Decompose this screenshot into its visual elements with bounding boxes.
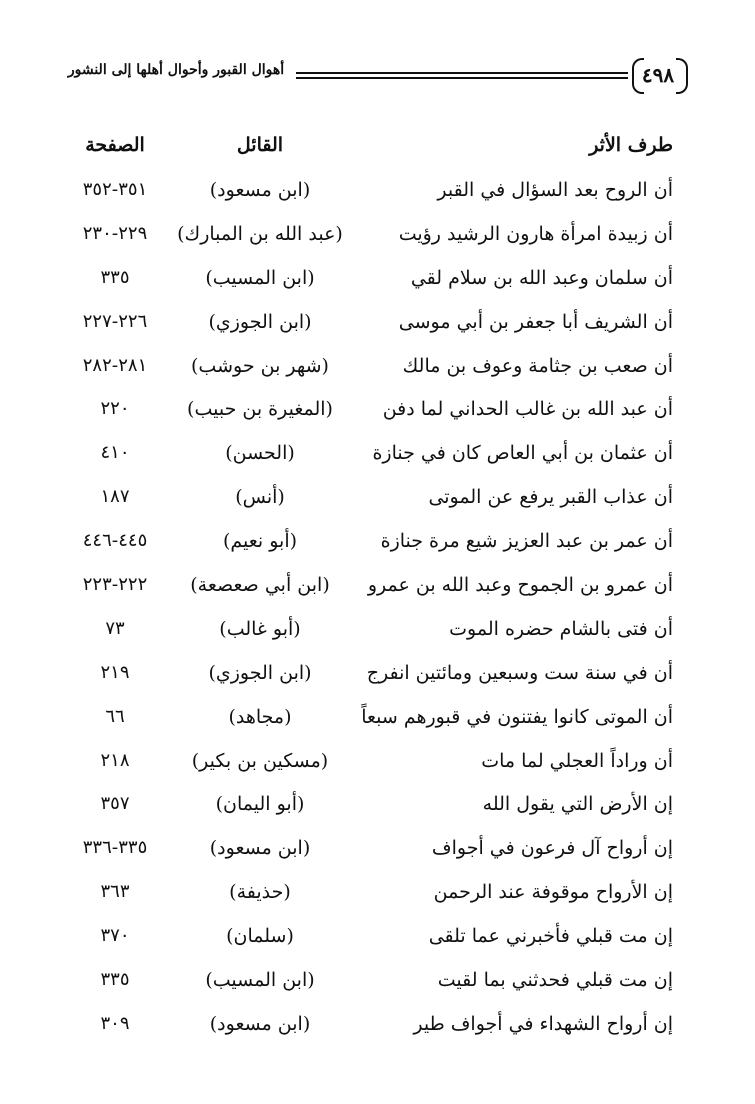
- index-row: [0, 1004, 755, 1048]
- narrator-cell: (المغيرة بن حبيب): [187, 398, 333, 421]
- page-cell: ٣٦٣: [100, 881, 130, 903]
- column-header-page: الصفحة: [85, 134, 145, 156]
- index-row: [0, 872, 755, 916]
- index-row: [0, 389, 755, 433]
- narrator-cell: (ابن المسيب): [205, 969, 315, 992]
- index-row: [0, 477, 755, 521]
- column-header-phrase: طرف الأثر: [589, 134, 673, 156]
- header-rule-bottom: [296, 77, 628, 79]
- narrator-cell: (مجاهد): [228, 705, 292, 728]
- index-row: [0, 258, 755, 302]
- index-row: [0, 916, 755, 960]
- narrator-cell: (أبو نعيم): [222, 530, 298, 553]
- phrase-cell: أن زبيدة امرأة هارون الرشيد رؤيت: [398, 222, 673, 245]
- index-row: [0, 346, 755, 390]
- page-header: [0, 0, 755, 110]
- running-title: أهوال القبور وأحوال أهلها إلى النشور: [67, 62, 285, 78]
- narrator-cell: (عبد الله بن المبارك): [177, 222, 343, 245]
- narrator-cell: (حذيفة): [229, 881, 291, 904]
- narrator-cell: (ابن مسعود): [209, 179, 311, 201]
- phrase-cell: أن الروح بعد السؤال في القبر: [437, 179, 673, 201]
- page-cell: ٣٣٥: [100, 266, 130, 288]
- page-cell: ٣٣٥: [100, 969, 130, 991]
- page-cell: ٧٣: [105, 617, 125, 639]
- narrator-cell: (أبو اليمان): [215, 793, 305, 816]
- phrase-cell: أن عثمان بن أبي العاص كان في جنازة: [372, 442, 673, 465]
- index-row: [0, 302, 755, 346]
- narrator-cell: (ابن أبي صعصعة): [190, 574, 330, 597]
- index-row: [0, 521, 755, 565]
- phrase-cell: أن الشريف أبا جعفر بن أبي موسى: [398, 310, 673, 333]
- phrase-cell: أن فتى بالشام حضره الموت: [449, 617, 673, 640]
- narrator-cell: (ابن مسعود): [209, 1012, 311, 1035]
- narrator-cell: (ابن المسيب): [205, 266, 315, 289]
- index-row: [0, 433, 755, 477]
- phrase-cell: إن الأرواح موقوفة عند الرحمن: [433, 881, 673, 904]
- page-number: ٤٩٨: [641, 63, 675, 87]
- phrase-cell: أن الموتى كانوا يفتنون في قبورهم سبعاً: [361, 705, 673, 728]
- index-row: [0, 653, 755, 697]
- phrase-cell: أن صعب بن جثامة وعوف بن مالك: [402, 354, 673, 377]
- narrator-cell: (أنس): [235, 486, 285, 509]
- index-row: [0, 960, 755, 1004]
- narrator-cell: (أبو غالب): [219, 617, 301, 640]
- phrase-cell: أن سلمان وعبد الله بن سلام لقي: [410, 266, 673, 289]
- page-cell: ٢٢٦-٢٢٧: [82, 310, 148, 332]
- index-row: [0, 170, 755, 214]
- page-cell: ١٨٧: [100, 486, 130, 508]
- page-cell: ٢٢٩-٢٣٠: [82, 222, 148, 244]
- narrator-cell: (ابن الجوزي): [208, 310, 312, 333]
- page-cell: ٢١٩: [100, 661, 130, 683]
- page-cell: ٤١٠: [100, 442, 130, 464]
- page-cell: ٢١٨: [100, 749, 130, 771]
- phrase-cell: أن عذاب القبر يرفع عن الموتى: [428, 486, 673, 509]
- page-cell: ٣٧٠: [100, 925, 130, 947]
- phrase-cell: إن مت قبلي فأخبرني عما تلقى: [428, 925, 673, 948]
- narrator-cell: (ابن الجوزي): [208, 661, 312, 684]
- index-row: [0, 697, 755, 741]
- phrase-cell: إن أرواح الشهداء في أجواف طير: [413, 1012, 673, 1035]
- phrase-cell: أن عمرو بن الجموح وعبد الله بن عمرو: [367, 574, 673, 597]
- phrase-cell: إن أرواح آل فرعون في أجواف: [431, 837, 673, 860]
- page-cell: ٢٢٢-٢٢٣: [82, 574, 148, 596]
- page-cell: ٣٥٧: [100, 793, 130, 815]
- column-header-narrator: القائل: [236, 134, 284, 156]
- index-row: [0, 609, 755, 653]
- narrator-cell: (سلمان): [226, 925, 294, 948]
- narrator-cell: (الحسن): [225, 442, 295, 465]
- page-cell: ٣٣٥-٣٣٦: [82, 837, 148, 859]
- index-row: [0, 828, 755, 872]
- phrase-cell: أن في سنة ست وسبعين ومائتين انفرج: [366, 661, 673, 684]
- phrase-cell: أن عبد الله بن غالب الحداني لما دفن: [382, 398, 673, 421]
- header-rule-top: [296, 72, 628, 74]
- phrase-cell: أن عمر بن عبد العزيز شيع مرة جنازة: [380, 530, 673, 553]
- page-cell: ٢٨١-٢٨٢: [82, 354, 148, 376]
- page-number-bracket-right: [676, 58, 688, 94]
- index-table: [0, 170, 755, 1048]
- index-row: [0, 214, 755, 258]
- phrase-cell: إن مت قبلي فحدثني بما لقيت: [437, 969, 673, 992]
- page-cell: ٦٦: [105, 705, 125, 727]
- narrator-cell: (شهر بن حوشب): [191, 354, 329, 377]
- page-cell: ٢٢٠: [100, 398, 130, 420]
- phrase-cell: أن وراداً العجلي لما مات: [481, 749, 673, 772]
- index-row: [0, 741, 755, 785]
- index-row: [0, 565, 755, 609]
- page-cell: ٣٠٩: [100, 1012, 130, 1034]
- narrator-cell: (ابن مسعود): [209, 837, 311, 860]
- page-cell: ٣٥١-٣٥٢: [82, 179, 148, 200]
- narrator-cell: (مسكين بن بكير): [191, 749, 329, 772]
- page-cell: ٤٤٥-٤٤٦: [82, 530, 148, 552]
- phrase-cell: إن الأرض التي يقول الله: [482, 793, 673, 816]
- index-row: [0, 784, 755, 828]
